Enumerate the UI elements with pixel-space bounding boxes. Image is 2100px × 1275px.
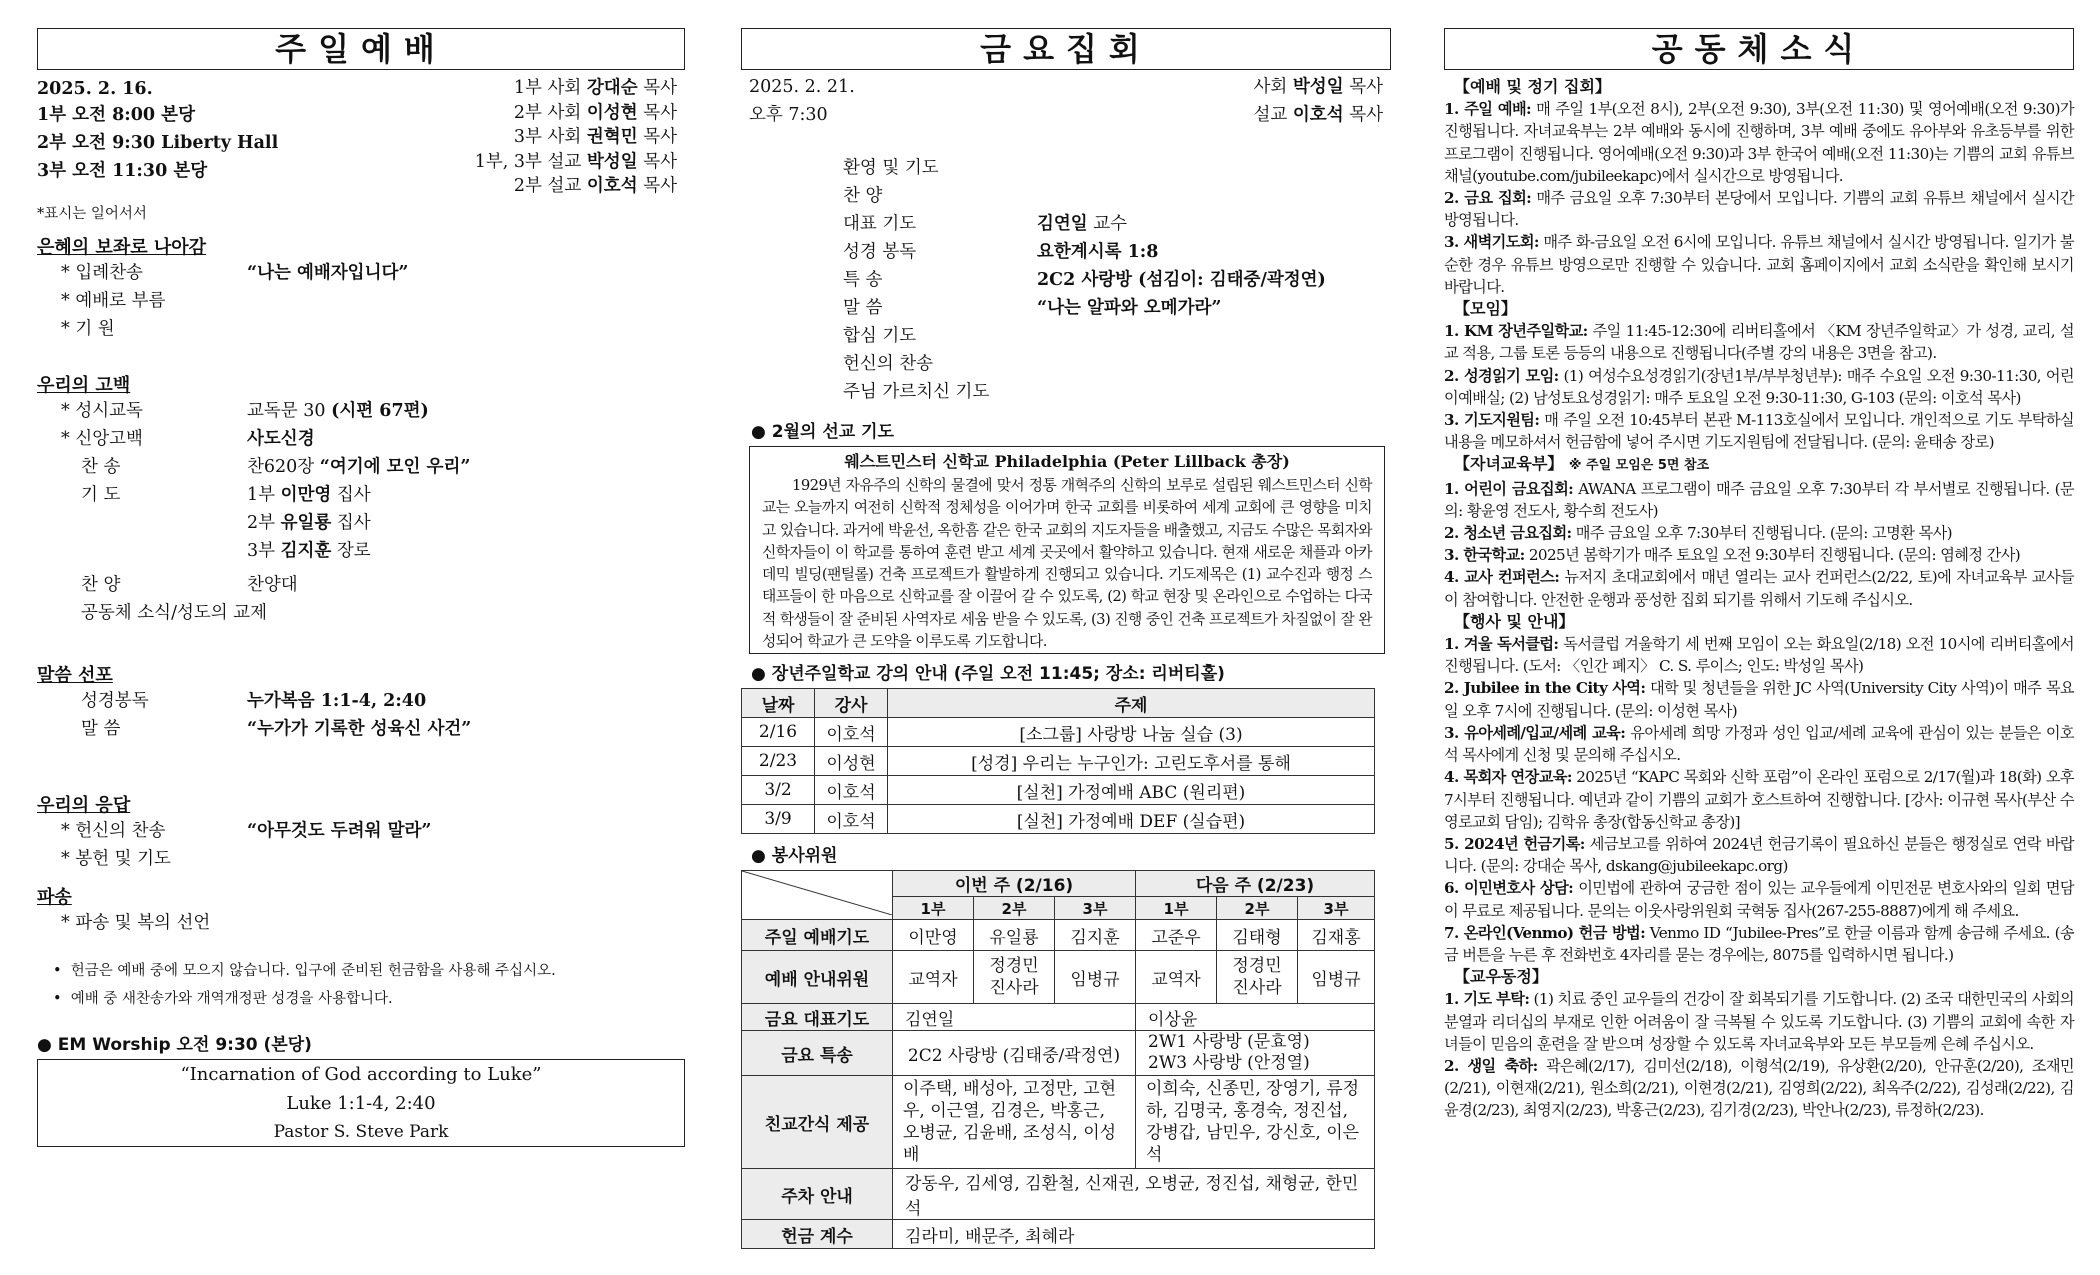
table-row: 주일 예배기도 이만영 유일룡 김지훈 고준우 김태형 김재홍: [742, 920, 1375, 951]
lecture-table: [741, 688, 1375, 834]
table-row: 3/9 이호석 [실천] 가정예배 DEF (실습편): [742, 805, 1375, 834]
table-row: 주차 안내 강동우, 김세영, 김환철, 신재권, 오병균, 정진섭, 채형균, 한민석: [742, 1169, 1375, 1220]
friday-role: 사회 박성일 목사: [1253, 77, 1383, 97]
diagonal-cell: [742, 871, 893, 920]
friday-order-row: 환영 및 기도: [843, 158, 939, 178]
order-row: * 헌신의 찬송 “아무것도 두려워 말라”: [61, 821, 432, 841]
section-title: 우리의 고백: [37, 375, 131, 396]
news-item: 5. 2024년 헌금기록: 세금보고를 위하여 2024년 헌금기록이 필요하신 분들은 행정실로 연락 바랍니다. (문의: 강대순 목사, dskang@jubileekapc.org): [1444, 834, 2074, 876]
community-news-header: 공동체소식: [1444, 28, 2074, 70]
news-item: 2. 생일 축하: 곽은혜(2/17), 김미선(2/18), 이형석(2/19), 유상환(2/20), 안규훈(2/20), 조재민(2/21), 이현재(2/21), 원소희(2/21), 이현경(2/21), 김영희(2/22), 최옥주(2/22), 김성래(2/22), 김윤경(2/23), 최영지(2/23), 박홍근(2/23), 김기경(2/23), 박안나(2/23), 류정하(2/23).: [1444, 1056, 2074, 1120]
section-title: 은혜의 보좌로 나아감: [37, 237, 207, 258]
service-2: 2부 오전 9:30 Liberty Hall: [37, 133, 279, 153]
row-label: 헌금 계수: [742, 1220, 893, 1249]
part-header: 2부: [974, 897, 1055, 920]
mission-body: 1929년 자유주의 신학의 물결에 맞서 정통 개혁주의 신학의 보루로 설립된 웨스트민스터 신학교는 오늘까지 여전히 신학적 정체성을 이어가며 한국 교회를 비롯하여 세계 교회에 큰 영향을 미치고 있습니다. 과거에 박윤선, 옥한흠 같은 한국 교회의 지도자들을 배출했고, 지금도 수많은 목회자와 신학자들이 이 학교를 통하여 훈련 받고 세계 곳곳에서 활약하고 있습니다. 현재 새로운 채플과 아카데믹 빌딩(팬틸롤) 건축 프로젝트가 활발하게 진행되고 있습니다. 기도제목은 (1) 교수진과 행정 스태프들이 한 마음으로 신학교를 잘 이끌어 갈 수 있도록, (2) 학교 현장 및 온라인으로 수업하는 다국적 학생들이 잘 준비된 사역자로 세움 받을 수 있도록, (3) 진행 중인 건축 프로젝트가 차질없이 잘 완성되어 학교가 큰 도약을 이루도록 기도합니다.: [762, 477, 1372, 651]
news-item: 4. 교사 컨퍼런스: 뉴저지 초대교회에서 매년 열리는 교사 컨퍼런스(2/22, 토)에 자녀교육부 교사들이 참여합니다. 안전한 운행과 풍성한 집회 되기를 위해서 기도해 주십시오.: [1444, 568, 2074, 609]
news-section-title: 【모임】: [1454, 299, 1517, 319]
friday-order-row: 대표 기도 김연일 교수: [843, 214, 1128, 234]
community-news-column: [1444, 28, 2074, 1122]
friday-date: 2025. 2. 21.: [749, 77, 855, 97]
order-row: 3부 김지훈 장로: [247, 541, 371, 561]
news-item: 2. 성경읽기 모임: (1) 여성수요성경읽기(장년1부/부부청년부): 매주 수요일 오전 9:30-11:30, 어린이예배실; (2) 남성토요성경읽기: 매주 토요일 오전 9:30-11:30, G-103 (문의: 이호석 목사): [1444, 366, 2074, 407]
order-row: * 신앙고백 사도신경: [61, 429, 315, 449]
news-section-title: 【예배 및 정기 집회】: [1454, 77, 1611, 96]
friday-order-row: 합심 기도: [843, 326, 917, 346]
note-item: • 예배 중 새찬송가와 개역개정판 성경을 사용합니다.: [53, 991, 393, 1007]
friday-gathering-header: 금요집회: [741, 28, 1391, 70]
table-row: 예배 안내위원 교역자 정경민 진사라 임병규 교역자 정경민 진사라 임병규: [742, 951, 1375, 1004]
table-row: 헌금 계수 김라미, 배문주, 최혜라: [742, 1220, 1375, 1249]
news-body: [1444, 76, 2074, 1122]
table-row: 금요 대표기도 김연일 이상윤: [742, 1004, 1375, 1031]
mission-heading: 웨스트민스터 신학교 Philadelphia (Peter Lillback 총장): [844, 452, 1290, 471]
week-header: 이번 주 (2/16): [893, 871, 1136, 897]
news-item: 3. 기도지원팀: 매 주일 오전 10:45부터 본관 M-113호실에서 모입니다. 개인적으로 기도 부탁하실 내용을 메모하셔서 헌금함에 넣어 주시면 기도지원팀에 전달됩니다. (문의: 윤태송 장로): [1444, 411, 2074, 452]
news-item: 1. 어린이 금요집회: AWANA 프로그램이 매주 금요일 오후 7:30부터 각 부서별로 진행됩니다. (문의: 황윤영 전도사, 황수희 전도사): [1444, 479, 2074, 520]
part-header: 1부: [1136, 897, 1217, 920]
table-row: 3/2 이호석 [실천] 가정예배 ABC (원리편): [742, 776, 1375, 805]
order-row: * 예배로 부름: [61, 291, 166, 311]
friday-gathering-column: [741, 28, 1391, 1249]
order-row: 찬 송 찬620장 “여기에 모인 우리”: [81, 457, 471, 477]
friday-role: 설교 이호석 목사: [1253, 105, 1383, 125]
volunteer-title: ● 봉사위원: [751, 846, 838, 866]
section-title: 말씀 선포: [37, 665, 113, 686]
news-item: 1. 주일 예배: 매 주일 1부(오전 8시), 2부(오전 9:30), 3부(오전 11:30) 및 영어예배(오전 9:30)가 진행됩니다. 자녀교육부는 2부 예배와 동시에 진행하며, 3부 예배 중에도 유아부와 유초등부를 위한 프로그램이 진행됩니다. 영어예배(오전 9:30)과 3부 한국어 예배(오전 11:30)는 기쁨의 교회 유튜브 채널(youtube.com/jubileekapc)에서 실시간으로 방영됩니다.: [1444, 100, 2074, 185]
note-item: • 헌금은 예배 중에 모으지 않습니다. 입구에 준비된 헌금함을 사용해 주십시오.: [53, 963, 556, 979]
order-row: * 기 원: [61, 319, 115, 339]
row-label: 금요 대표기도: [742, 1004, 893, 1031]
row-label: 예배 안내위원: [742, 951, 893, 1004]
em-sermon-title: “Incarnation of God according to Luke”: [180, 1064, 542, 1085]
em-scripture: Luke 1:1-4, 2:40: [286, 1093, 436, 1114]
row-label: 주차 안내: [742, 1169, 893, 1220]
friday-order-row: 특 송 2C2 사랑방 (섬김이: 김태중/곽정연): [843, 270, 1326, 290]
friday-order-row: 찬 양: [843, 186, 883, 206]
table-row: 2/23 이성현 [성경] 우리는 누구인가: 고린도후서를 통해: [742, 747, 1375, 776]
friday-order-row: 헌신의 찬송: [843, 354, 934, 374]
offering-notes: [37, 957, 685, 1013]
news-item: 1. 기도 부탁: (1) 치료 중인 교우들의 건강이 잘 회복되기를 기도합니다. (2) 조국 대한민국의 사회의 분열과 리더십의 부재로 인한 어려움이 잘 극복될 수 있도록 기도합니다. (3) 기쁨의 교회에 속한 자녀들이 믿음의 훈련을 잘 받으며 성장할 수 있도록 자녀교육부와 모든 부모들께 은혜 주십시오.: [1444, 990, 2074, 1053]
table-header: 주제: [888, 689, 1375, 718]
news-item: 7. 온라인(Venmo) 헌금 방법: Venmo ID “Jubilee-Pres”로 한글 이름과 함께 송금해 주세요. (송금 버튼을 누른 후 전화번호 4자리를 묻는 경우에는, 8075를 입력하시면 됩니다.): [1444, 923, 2074, 964]
em-worship-title: ● EM Worship 오전 9:30 (본당): [37, 1035, 312, 1055]
em-preacher: Pastor S. Steve Park: [273, 1122, 449, 1142]
mission-prayer-title: ● 2월의 선교 기도: [751, 422, 894, 442]
table-row: 금요 특송 2C2 사랑방 (김태중/곽정연) 2W1 사랑방 (문효영) 2W3 사랑방 (안정열): [742, 1031, 1375, 1076]
em-worship-box: [37, 1059, 685, 1147]
table-row: 2/16 이호석 [소그룹] 사랑방 나눔 실습 (3): [742, 718, 1375, 747]
role-line: 1부, 3부 설교 박성일 목사: [474, 151, 677, 172]
part-header: 1부: [893, 897, 974, 920]
sunday-worship-column: [37, 28, 685, 1147]
news-item: 3. 새벽기도회: 매주 화-금요일 오전 6시에 모입니다. 유튜브 채널에서 실시간 방영됩니다. 일기가 불순한 경우 유튜브 방영으로만 진행할 수 있습니다. 교회 홈페이지에서 교회 소식란을 확인해 보시기 바랍니다.: [1444, 233, 2074, 296]
section-title: 우리의 응답: [37, 795, 131, 816]
part-header: 3부: [1055, 897, 1136, 920]
role-line: 2부 설교 이호석 목사: [513, 176, 677, 197]
order-row: * 성시교독 교독문 30 (시편 67편): [61, 401, 429, 421]
row-label: 주일 예배기도: [742, 920, 893, 951]
news-item: 3. 한국학교: 2025년 봄학기가 매주 토요일 오전 9:30부터 진행됩니다. (문의: 염혜정 간사): [1444, 546, 2021, 565]
news-item: 2. Jubilee in the City 사역: 대학 및 청년들을 위한 JC 사역(University City 사역)이 매주 목요일 오후 7시에 진행됩니다. (문의: 이성현 목사): [1444, 679, 2074, 720]
order-row: 성경봉독 누가복음 1:1-4, 2:40: [81, 691, 427, 711]
special-next: 2W1 사랑방 (문효영) 2W3 사랑방 (안정열): [1136, 1031, 1375, 1076]
table-header: 날짜: [742, 689, 815, 718]
part-header: 3부: [1298, 897, 1375, 920]
friday-order-row: 성경 봉독 요한계시록 1:8: [843, 242, 1159, 262]
lecture-title: ● 장년주일학교 강의 안내 (주일 오전 11:45; 장소: 리버티홀): [751, 664, 1225, 684]
news-section-title: 【자녀교육부】 ※ 주일 모임은 5면 참조: [1454, 454, 1710, 474]
order-row: * 파송 및 복의 선언: [61, 913, 211, 933]
role-line: 2부 사회 이성현 목사: [513, 102, 677, 123]
order-row: * 입례찬송 “나는 예배자입니다”: [61, 263, 409, 283]
service-3: 3부 오전 11:30 본당: [37, 161, 208, 181]
news-item: 1. KM 장년주일학교: 주일 11:45-12:30에 리버티홀에서 〈KM 장년주일학교〉가 성경, 교리, 설교 적용, 그룹 토론 등등의 내용으로 진행됩니다(주별 강의 내용은 3면을 참고).: [1444, 322, 2074, 363]
news-item: 3. 유아세례/입교/세례 교육: 유아세례 희망 가정과 성인 입교/세례 교육에 관심이 있는 분들은 이호석 목사에게 신청 및 문의해 주십시오.: [1444, 723, 2074, 765]
table-header: 강사: [815, 689, 888, 718]
order-row: * 봉헌 및 기도: [61, 849, 171, 869]
news-item: 1. 겨울 독서클럽: 독서클럽 겨울학기 세 번째 모임이 오는 화요일(2/18) 오전 10시에 리버티홀에서 진행됩니다. (도서: 〈인간 폐지〉 C. S. 루이스; 인도: 박성일 목사): [1444, 635, 2074, 676]
section-title: 파송: [37, 887, 72, 908]
order-row: 기 도 1부 이만영 집사: [81, 485, 371, 505]
standing-note: *표시는 일어서서: [37, 206, 147, 222]
friday-order-row: 말 씀 “나는 알파와 오메가라”: [843, 298, 1222, 318]
news-item: 2. 금요 집회: 매주 금요일 오후 7:30부터 본당에서 모입니다. 기쁨의 교회 유튜브 채널에서 실시간 방영됩니다.: [1444, 189, 2074, 230]
friday-order-row: 주님 가르치신 기도: [843, 382, 990, 402]
part-header: 2부: [1217, 897, 1298, 920]
table-header-row: [742, 689, 1375, 718]
table-row: 친교간식 제공 이주택, 배성아, 고정만, 고현우, 이근열, 김경은, 박홍근, 오병균, 김윤배, 조성식, 이성배 이희숙, 신종민, 장영기, 류정하, 김명국, 홍경숙, 정진섭, 강병갑, 남민우, 강신호, 이은석: [742, 1076, 1375, 1169]
volunteer-table: [741, 870, 1375, 1249]
role-line: 3부 사회 권혁민 목사: [513, 127, 677, 148]
news-item: 6. 이민변호사 상담: 이민법에 관하여 궁금한 점이 있는 교우들에게 이민전문 변호사와의 일회 면담이 무료로 제공됩니다. 문의는 이웃사랑위원회 국혁동 집사(267-255-8887)에게 해 주세요.: [1444, 879, 2074, 920]
diagonal-line: [742, 871, 892, 915]
mission-prayer-box: [749, 446, 1385, 654]
order-row: 2부 유일룡 집사: [247, 513, 371, 533]
news-section-title: 【교우동정】: [1454, 967, 1548, 987]
week-header: 다음 주 (2/23): [1136, 871, 1375, 897]
news-item: 4. 목회자 연장교육: 2025년 “KAPC 목회와 신학 포럼”이 온라인 포럼으로 2/17(월)과 18(화) 오후 7시부터 진행됩니다. 예년과 같이 기쁨의 교회가 호스트하여 진행합니다. [강사: 이규현 목사(부산 수영로교회 담임); 김학유 총장(합동신학교 총장)]: [1444, 768, 2074, 831]
friday-time: 오후 7:30: [749, 105, 828, 125]
service-1: 1부 오전 8:00 본당: [37, 105, 195, 125]
table-header-row: [742, 871, 1375, 897]
news-item: 2. 청소년 금요집회: 매주 금요일 오후 7:30부터 진행됩니다. (문의: 고명환 목사): [1444, 524, 1952, 543]
sunday-roles: [475, 76, 677, 199]
sunday-worship-header: 주일예배: [37, 28, 685, 70]
order-row: 공동체 소식/성도의 교제: [81, 603, 268, 623]
order-row: 말 씀 “누가가 기록한 성육신 사건”: [81, 719, 472, 739]
row-label: 친교간식 제공: [742, 1076, 893, 1169]
role-line: 1부 사회 강대순 목사: [513, 78, 677, 98]
row-label: 금요 특송: [742, 1031, 893, 1076]
order-row: 찬 양 찬양대: [81, 575, 298, 595]
sunday-date: 2025. 2. 16.: [37, 79, 153, 99]
news-section-title: 【행사 및 안내】: [1454, 611, 1575, 631]
